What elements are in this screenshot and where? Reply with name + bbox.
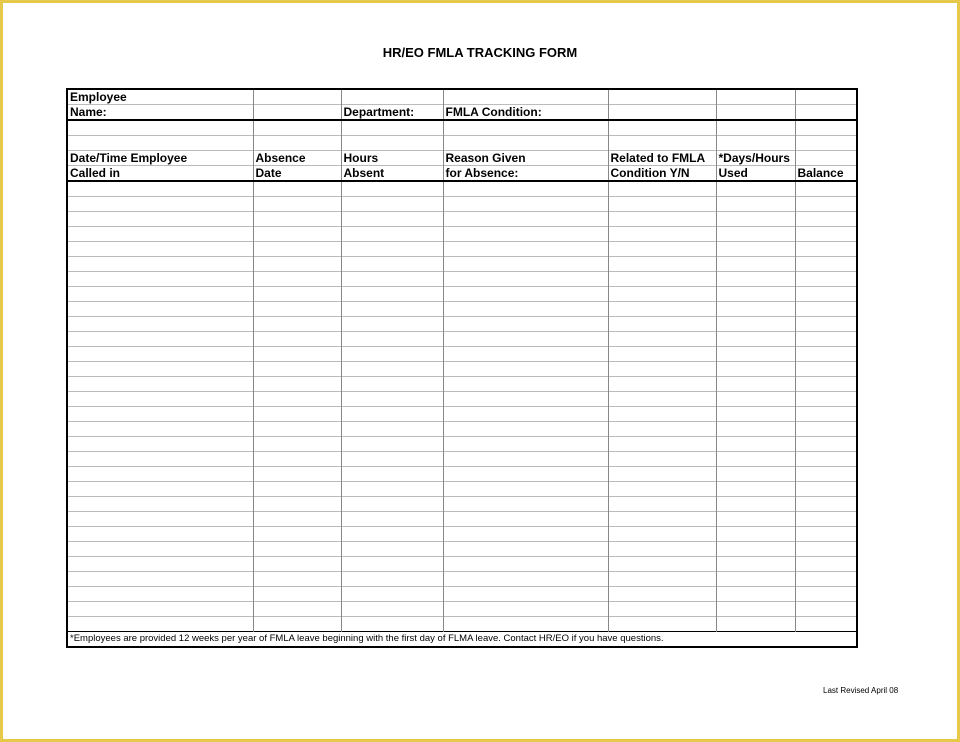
entry-cell[interactable]	[716, 272, 795, 287]
entry-cell[interactable]	[608, 452, 716, 467]
col-header-absent: Absent	[341, 166, 443, 182]
entry-cell[interactable]	[795, 197, 857, 212]
entry-cell[interactable]	[253, 272, 341, 287]
entry-cell[interactable]	[341, 602, 443, 617]
entry-cell[interactable]	[253, 557, 341, 572]
table-row	[67, 437, 857, 452]
entry-cell[interactable]	[253, 482, 341, 497]
entry-cell[interactable]	[253, 347, 341, 362]
entry-cell[interactable]	[716, 377, 795, 392]
entry-cell[interactable]	[67, 557, 253, 572]
entry-cell[interactable]	[341, 422, 443, 437]
entry-cell[interactable]	[716, 587, 795, 602]
entry-cell[interactable]	[341, 362, 443, 377]
col-header-date: Date	[253, 166, 341, 182]
col-header-balance-top	[795, 151, 857, 166]
entry-cell[interactable]	[608, 602, 716, 617]
entry-cell[interactable]	[253, 437, 341, 452]
entry-cell[interactable]	[608, 482, 716, 497]
entry-cell[interactable]	[253, 527, 341, 542]
entry-cell[interactable]	[67, 272, 253, 287]
entry-cell[interactable]	[443, 347, 608, 362]
entry-cell[interactable]	[253, 617, 341, 632]
entry-cell[interactable]	[341, 512, 443, 527]
entry-cell[interactable]	[341, 572, 443, 587]
table-row	[67, 377, 857, 392]
table-row	[67, 197, 857, 212]
entry-cell[interactable]	[443, 392, 608, 407]
entry-cell[interactable]	[67, 512, 253, 527]
entry-cell[interactable]	[716, 407, 795, 422]
entry-cell[interactable]	[795, 332, 857, 347]
entry-cell[interactable]	[341, 377, 443, 392]
entry-cell[interactable]	[443, 212, 608, 227]
entry-cell[interactable]	[443, 557, 608, 572]
entry-cell[interactable]	[716, 362, 795, 377]
entry-cell[interactable]	[716, 317, 795, 332]
entry-cell[interactable]	[795, 317, 857, 332]
table-row	[67, 287, 857, 302]
entry-cell[interactable]	[253, 587, 341, 602]
table-row	[67, 317, 857, 332]
entry-cell[interactable]	[253, 227, 341, 242]
entry-cell[interactable]	[253, 377, 341, 392]
table-row	[67, 362, 857, 377]
entry-cell[interactable]	[795, 302, 857, 317]
entry-cell[interactable]	[716, 422, 795, 437]
entry-cell[interactable]	[443, 542, 608, 557]
table-row	[67, 497, 857, 512]
entry-cell[interactable]	[716, 542, 795, 557]
footnote-row	[67, 632, 857, 648]
entry-cell[interactable]	[253, 407, 341, 422]
entry-cell[interactable]	[67, 317, 253, 332]
table-row	[67, 407, 857, 422]
col-header-days-hours: *Days/Hours	[716, 151, 795, 166]
column-header-row-2	[67, 166, 857, 182]
entry-cell[interactable]	[716, 572, 795, 587]
entry-cell[interactable]	[716, 602, 795, 617]
col-header-datetime: Date/Time Employee	[67, 151, 253, 166]
entry-cell[interactable]	[67, 392, 253, 407]
table-row	[67, 242, 857, 257]
entry-cell[interactable]	[341, 287, 443, 302]
column-header-row-1	[67, 151, 857, 166]
entry-cell[interactable]	[341, 272, 443, 287]
entry-cell[interactable]	[341, 242, 443, 257]
entry-cell[interactable]	[253, 497, 341, 512]
entry-cell[interactable]	[795, 602, 857, 617]
entry-cell[interactable]	[341, 407, 443, 422]
entry-cell[interactable]	[253, 317, 341, 332]
form-title: HR/EO FMLA TRACKING FORM	[382, 45, 578, 60]
entry-cell[interactable]	[795, 587, 857, 602]
entry-cell[interactable]	[341, 227, 443, 242]
entry-cell[interactable]	[608, 197, 716, 212]
entry-cell[interactable]	[795, 422, 857, 437]
entry-cell[interactable]	[716, 392, 795, 407]
entry-cell[interactable]	[341, 467, 443, 482]
entry-cell[interactable]	[341, 332, 443, 347]
entry-cell[interactable]	[443, 287, 608, 302]
entry-cell[interactable]	[341, 257, 443, 272]
entry-cell[interactable]	[716, 332, 795, 347]
entry-cell[interactable]	[795, 617, 857, 632]
entry-cell[interactable]	[341, 302, 443, 317]
entry-cell[interactable]	[443, 257, 608, 272]
entry-cell[interactable]	[67, 602, 253, 617]
entry-cell[interactable]	[716, 452, 795, 467]
entry-cell[interactable]	[341, 197, 443, 212]
entry-cell[interactable]	[443, 452, 608, 467]
employee-row	[67, 89, 857, 105]
entry-cell[interactable]	[608, 407, 716, 422]
entry-cell[interactable]	[341, 542, 443, 557]
entry-cell[interactable]	[795, 212, 857, 227]
table-row	[67, 572, 857, 587]
table-row	[67, 332, 857, 347]
entry-cell[interactable]	[795, 467, 857, 482]
entry-cell[interactable]	[341, 482, 443, 497]
entry-cell[interactable]	[443, 572, 608, 587]
entry-cell[interactable]	[67, 302, 253, 317]
name-row	[67, 105, 857, 121]
entry-cell[interactable]	[443, 332, 608, 347]
entry-cell[interactable]	[253, 422, 341, 437]
col-header-reason: Reason Given	[443, 151, 608, 166]
entry-cell[interactable]	[608, 467, 716, 482]
entry-cell[interactable]	[443, 302, 608, 317]
entry-cell[interactable]	[253, 197, 341, 212]
entry-cell[interactable]	[716, 437, 795, 452]
entry-cell[interactable]	[67, 467, 253, 482]
entry-cell[interactable]	[341, 212, 443, 227]
entry-cell[interactable]	[795, 407, 857, 422]
col-header-used: Used	[716, 166, 795, 182]
entry-cell[interactable]	[443, 242, 608, 257]
entry-cell[interactable]	[253, 392, 341, 407]
footnote: *Employees are provided 12 weeks per year of FMLA leave beginning with the first day of FLMA leave. Contact HR/EO if you have questions.	[67, 632, 857, 648]
entry-cell[interactable]	[67, 617, 253, 632]
entry-cell[interactable]	[443, 602, 608, 617]
table-row	[67, 452, 857, 467]
entry-cell[interactable]	[67, 287, 253, 302]
entry-cell[interactable]	[341, 527, 443, 542]
entry-cell[interactable]	[67, 422, 253, 437]
entry-cell[interactable]	[443, 377, 608, 392]
table-row	[67, 587, 857, 602]
spacer-row	[67, 136, 857, 151]
entry-cell[interactable]	[443, 407, 608, 422]
table-row	[67, 557, 857, 572]
fmla-condition-label: FMLA Condition:	[443, 105, 608, 121]
entry-cell[interactable]	[443, 437, 608, 452]
entry-cell[interactable]	[716, 302, 795, 317]
entry-cell[interactable]	[795, 437, 857, 452]
entry-cell[interactable]	[795, 257, 857, 272]
tracking-table	[66, 88, 858, 648]
table-row	[67, 181, 857, 197]
entry-cell[interactable]	[795, 392, 857, 407]
table-row	[67, 347, 857, 362]
entry-cell[interactable]	[608, 362, 716, 377]
entry-cell[interactable]	[67, 482, 253, 497]
fmla-condition-field[interactable]	[608, 105, 716, 121]
table-row	[67, 482, 857, 497]
entry-cell[interactable]	[67, 227, 253, 242]
table-row	[67, 542, 857, 557]
table-row	[67, 257, 857, 272]
entry-cell[interactable]	[443, 527, 608, 542]
table-row	[67, 302, 857, 317]
entry-cell[interactable]	[443, 617, 608, 632]
entry-cell[interactable]	[608, 347, 716, 362]
name-label: Name:	[67, 105, 253, 121]
table-row	[67, 227, 857, 242]
entry-cell[interactable]	[795, 527, 857, 542]
entry-cell[interactable]	[67, 542, 253, 557]
entry-cell[interactable]	[795, 482, 857, 497]
entry-cell[interactable]	[608, 542, 716, 557]
entry-cell[interactable]	[716, 527, 795, 542]
entry-cell[interactable]	[341, 497, 443, 512]
entry-cell[interactable]	[253, 362, 341, 377]
entry-cell[interactable]	[443, 197, 608, 212]
entry-cell[interactable]	[253, 602, 341, 617]
entry-cell[interactable]	[795, 497, 857, 512]
entry-cell[interactable]	[608, 287, 716, 302]
col-header-for-absence: for Absence:	[443, 166, 608, 182]
entry-cell[interactable]	[716, 467, 795, 482]
entry-cell[interactable]	[443, 422, 608, 437]
entry-cell[interactable]	[67, 362, 253, 377]
entry-cell[interactable]	[608, 332, 716, 347]
entry-cell[interactable]	[716, 482, 795, 497]
entry-cell[interactable]	[608, 527, 716, 542]
entry-cell[interactable]	[716, 512, 795, 527]
entry-cell[interactable]	[253, 542, 341, 557]
col-header-related: Related to FMLA	[608, 151, 716, 166]
entry-cell[interactable]	[67, 197, 253, 212]
entry-cell[interactable]	[443, 272, 608, 287]
entry-cell[interactable]	[443, 497, 608, 512]
entry-cell[interactable]	[608, 377, 716, 392]
entry-cell[interactable]	[253, 467, 341, 482]
entry-cell[interactable]	[253, 332, 341, 347]
entry-cell[interactable]	[608, 242, 716, 257]
entry-cell[interactable]	[716, 497, 795, 512]
entry-cell[interactable]	[608, 572, 716, 587]
employee-label: Employee	[67, 89, 253, 105]
entry-cell[interactable]	[341, 437, 443, 452]
department-label: Department:	[341, 105, 443, 121]
entry-cell[interactable]	[716, 617, 795, 632]
entry-cell[interactable]	[608, 437, 716, 452]
entry-cell[interactable]	[253, 452, 341, 467]
entry-cell[interactable]	[341, 347, 443, 362]
entry-cell[interactable]	[253, 287, 341, 302]
col-header-hours: Hours	[341, 151, 443, 166]
entry-cell[interactable]	[253, 242, 341, 257]
entry-cell[interactable]	[795, 242, 857, 257]
entry-cell[interactable]	[716, 287, 795, 302]
entry-cell[interactable]	[67, 332, 253, 347]
entry-cell[interactable]	[795, 452, 857, 467]
entry-cell[interactable]	[795, 227, 857, 242]
name-field[interactable]	[253, 105, 341, 121]
table-row	[67, 527, 857, 542]
entry-cell[interactable]	[443, 227, 608, 242]
entry-cell[interactable]	[716, 212, 795, 227]
col-header-balance: Balance	[795, 166, 857, 182]
entry-cell[interactable]	[443, 587, 608, 602]
entry-cell[interactable]	[795, 542, 857, 557]
entry-cell[interactable]	[341, 557, 443, 572]
entry-cell[interactable]	[608, 587, 716, 602]
entry-cell[interactable]	[341, 587, 443, 602]
entry-cell[interactable]	[608, 422, 716, 437]
entry-cell[interactable]	[253, 257, 341, 272]
entry-cell[interactable]	[795, 512, 857, 527]
entry-cell[interactable]	[608, 317, 716, 332]
entry-cell[interactable]	[253, 512, 341, 527]
entry-cell[interactable]	[443, 512, 608, 527]
entry-cell[interactable]	[443, 482, 608, 497]
table-row	[67, 422, 857, 437]
entry-cell[interactable]	[716, 557, 795, 572]
entry-cell[interactable]	[443, 317, 608, 332]
entry-cell[interactable]	[67, 407, 253, 422]
entry-cell[interactable]	[716, 257, 795, 272]
entry-cell[interactable]	[341, 617, 443, 632]
spacer-row	[67, 120, 857, 136]
entry-cell[interactable]	[795, 572, 857, 587]
entry-cell[interactable]	[608, 257, 716, 272]
table-row	[67, 512, 857, 527]
entry-cell[interactable]	[67, 527, 253, 542]
entry-cell[interactable]	[716, 242, 795, 257]
entry-cell[interactable]	[795, 377, 857, 392]
entry-cell[interactable]	[716, 347, 795, 362]
entry-cell[interactable]	[608, 272, 716, 287]
col-header-condition-yn: Condition Y/N	[608, 166, 716, 182]
entry-cell[interactable]	[795, 347, 857, 362]
entry-cell[interactable]	[443, 467, 608, 482]
entry-cell[interactable]	[67, 452, 253, 467]
entry-cell[interactable]	[795, 362, 857, 377]
table-row	[67, 467, 857, 482]
entry-cell[interactable]	[67, 437, 253, 452]
entry-cell[interactable]	[608, 227, 716, 242]
entry-cell[interactable]	[67, 572, 253, 587]
entry-cell[interactable]	[608, 302, 716, 317]
entry-cell[interactable]	[341, 317, 443, 332]
table-row	[67, 602, 857, 617]
entry-cell[interactable]	[67, 587, 253, 602]
last-revised: Last Revised April 08	[823, 686, 899, 695]
entry-cell[interactable]	[608, 617, 716, 632]
entry-cell[interactable]	[67, 347, 253, 362]
entry-cell[interactable]	[608, 392, 716, 407]
entry-cell[interactable]	[67, 377, 253, 392]
col-header-absence: Absence	[253, 151, 341, 166]
entry-cell[interactable]	[608, 212, 716, 227]
entry-cell[interactable]	[716, 227, 795, 242]
table-row	[67, 617, 857, 632]
entry-cell[interactable]	[795, 557, 857, 572]
entry-cell[interactable]	[795, 272, 857, 287]
entry-cell[interactable]	[443, 362, 608, 377]
entry-cell[interactable]	[341, 452, 443, 467]
entry-cell[interactable]	[608, 512, 716, 527]
entry-cell[interactable]	[716, 197, 795, 212]
table-row	[67, 212, 857, 227]
entry-cell[interactable]	[341, 392, 443, 407]
entry-cell[interactable]	[253, 302, 341, 317]
entry-cell[interactable]	[795, 287, 857, 302]
entry-cell[interactable]	[253, 212, 341, 227]
entry-cell[interactable]	[67, 497, 253, 512]
col-header-called-in: Called in	[67, 166, 253, 182]
table-row	[67, 272, 857, 287]
entry-cell[interactable]	[67, 257, 253, 272]
table-row	[67, 392, 857, 407]
entry-cell[interactable]	[608, 497, 716, 512]
entry-cell[interactable]	[67, 242, 253, 257]
entry-cell[interactable]	[67, 212, 253, 227]
entry-cell[interactable]	[608, 557, 716, 572]
entry-cell[interactable]	[253, 572, 341, 587]
